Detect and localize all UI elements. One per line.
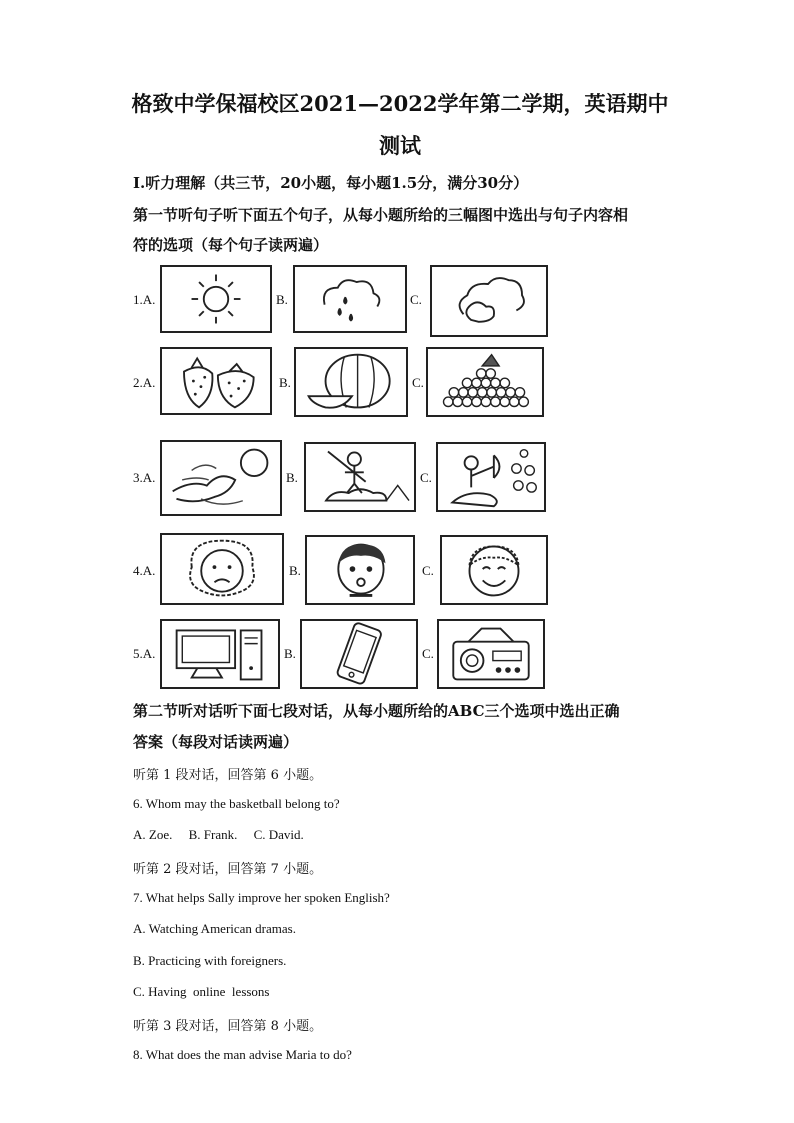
section-heading: Ⅰ.听力理解（共三节，20小题，每小题1.5分，满分30分） <box>133 174 529 192</box>
computer-icon <box>160 619 280 689</box>
mobile-phone-icon <box>300 619 418 689</box>
part1-instructions: 第一节听句子听下面五个句子，从每小题所给的三幅图中选出与句子内容相 <box>133 206 629 224</box>
sun-icon <box>160 265 272 333</box>
question-6: 6. Whom may the basketball belong to? <box>133 796 340 811</box>
curly-hair-face-icon <box>160 533 284 605</box>
option-c-label: C. <box>412 375 424 390</box>
option-b-label: B. <box>276 292 288 307</box>
question-1-label: 1.A. <box>133 292 156 307</box>
question-5-label: 5.A. <box>133 646 156 661</box>
question-7-option-a: A. Watching American dramas. <box>133 921 296 936</box>
option-b-label: B. <box>279 375 291 390</box>
cloud-icon <box>430 265 548 337</box>
part2-instructions-continued: 答案（每段对话读两遍） <box>133 733 299 751</box>
part1-instructions-continued: 符的选项（每个句子读两遍） <box>133 236 329 254</box>
cloud-rider-icon <box>304 442 416 512</box>
radio-icon <box>437 619 545 689</box>
dialog-3-instruction: 听第 3 段对话，回答第 8 小题。 <box>133 1019 323 1034</box>
question-2-label: 2.A. <box>133 375 156 390</box>
option-c-label: C. <box>422 563 434 578</box>
question-8: 8. What does the man advise Maria to do? <box>133 1047 352 1062</box>
option-c-label: C. <box>410 292 422 307</box>
strawberry-icon <box>160 347 272 415</box>
archer-icon <box>436 442 546 512</box>
question-4-label: 4.A. <box>133 563 156 578</box>
dialog-2-instruction: 听第 2 段对话，回答第 7 小题。 <box>133 862 323 877</box>
question-7-option-b: B. Practicing with foreigners. <box>133 953 287 968</box>
grapes-icon <box>426 347 544 417</box>
dialog-1-instruction: 听第 1 段对话，回答第 6 小题。 <box>133 768 323 783</box>
boy-face-icon <box>305 535 415 605</box>
watermelon-icon <box>294 347 408 417</box>
rain-cloud-icon <box>293 265 407 333</box>
option-c-label: C. <box>422 646 434 661</box>
page-title-continued: 测试 <box>379 133 421 158</box>
option-c-label: C. <box>420 470 432 485</box>
page-title: 格致中学保福校区2021—2022学年第二学期，英语期中 <box>131 91 669 116</box>
smiling-face-icon <box>440 535 548 605</box>
question-7: 7. What helps Sally improve her spoken English? <box>133 890 390 905</box>
option-b-label: B. <box>286 470 298 485</box>
part2-instructions: 第二节听对话听下面七段对话，从每小题所给的ABC三个选项中选出正确 <box>133 702 620 720</box>
option-b-label: B. <box>289 563 301 578</box>
moon-goddess-icon <box>160 440 282 516</box>
question-6-options: A. Zoe. B. Frank. C. David. <box>133 827 304 842</box>
option-b-label: B. <box>284 646 296 661</box>
question-7-option-c: C. Having online lessons <box>133 984 270 999</box>
question-3-label: 3.A. <box>133 470 156 485</box>
